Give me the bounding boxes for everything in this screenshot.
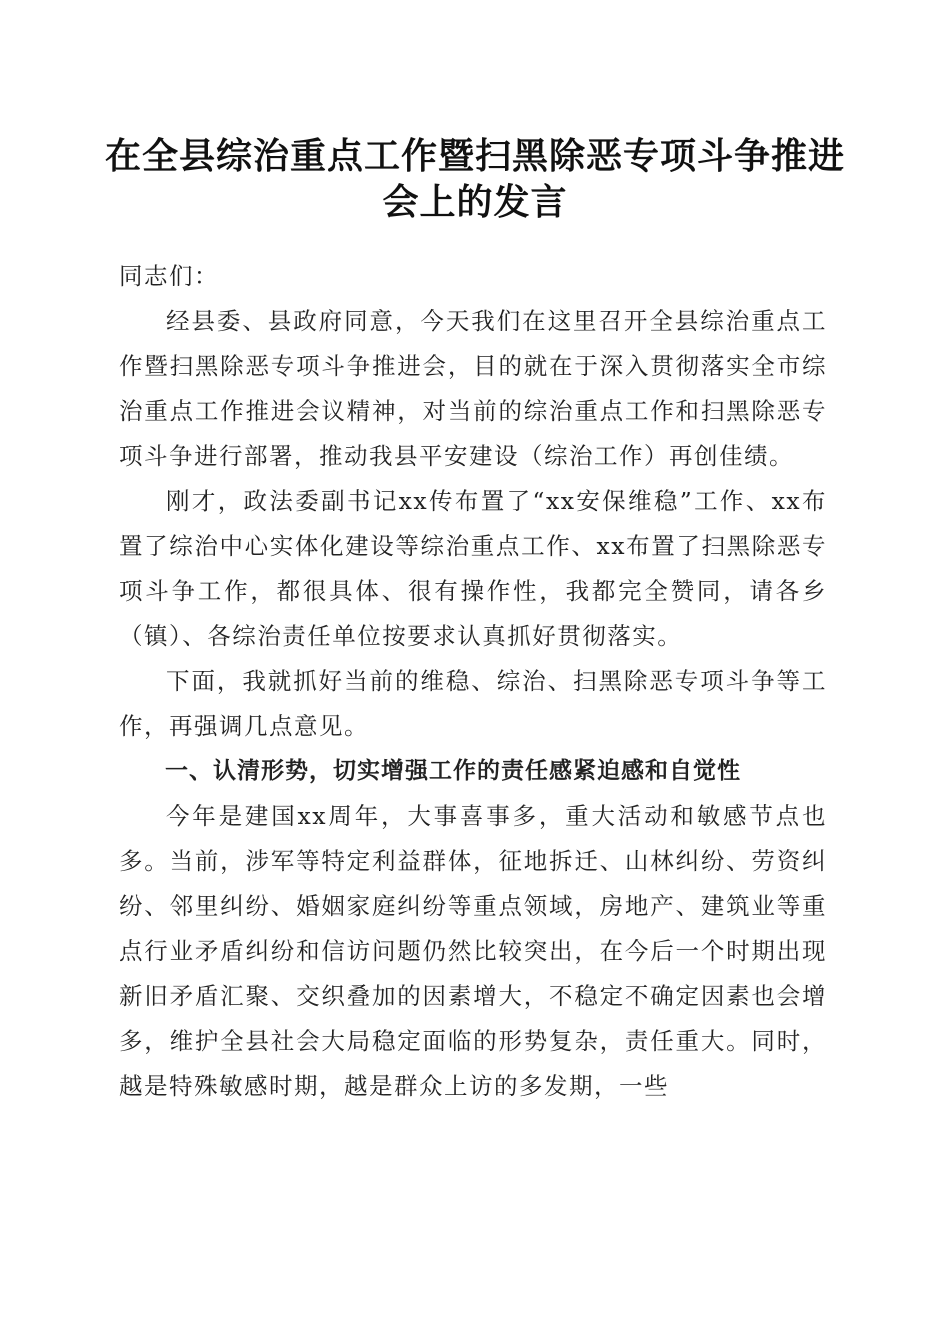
paragraph-2: 刚才，政法委副书记xx传布置了“xx安保维稳”工作、xx布置了综治中心实体化建设等综治重点工作、xx布置了扫黑除恶专项斗争工作，都很具体、很有操作性，我都完全赞同，请各乡（镇）、各综治责任单位按要求认真抓好贯彻落实。 [119,487,827,650]
paragraph-1: 经县委、县政府同意，今天我们在这里召开全县综治重点工作暨扫黑除恶专项斗争推进会，目的就在于深入贯彻落实全市综治重点工作推进会议精神，对当前的综治重点工作和扫黑除恶专项斗争进行部署，推动我县平安建设（综治工作）再创佳绩。 [119,307,827,470]
document-body [119,254,827,1109]
paragraph-3: 下面，我就抓好当前的维稳、综治、扫黑除恶专项斗争等工作，再强调几点意见。 [119,667,827,740]
salutation: 同志们： [119,262,219,290]
paragraph-4: 今年是建国xx周年，大事喜事多，重大活动和敏感节点也多。当前，涉军等特定利益群体，征地拆迁、山林纠纷、劳资纠纷、邻里纠纷、婚姻家庭纠纷等重点领域，房地产、建筑业等重点行业矛盾纠纷和信访问题仍然比较突出，在今后一个时期出现新旧矛盾汇聚、交织叠加的因素增大，不稳定不确定因素也会增多，维护全县社会大局稳定面临的形势复杂，责任重大。同时，越是特殊敏感时期，越是群众上访的多发期，一些 [119,802,827,1100]
document-title: 在全县综治重点工作暨扫黑除恶专项斗争推进会上的发言 [104,135,845,223]
section-heading-1: 一、认清形势，切实增强工作的责任感紧迫感和自觉性 [165,758,741,784]
